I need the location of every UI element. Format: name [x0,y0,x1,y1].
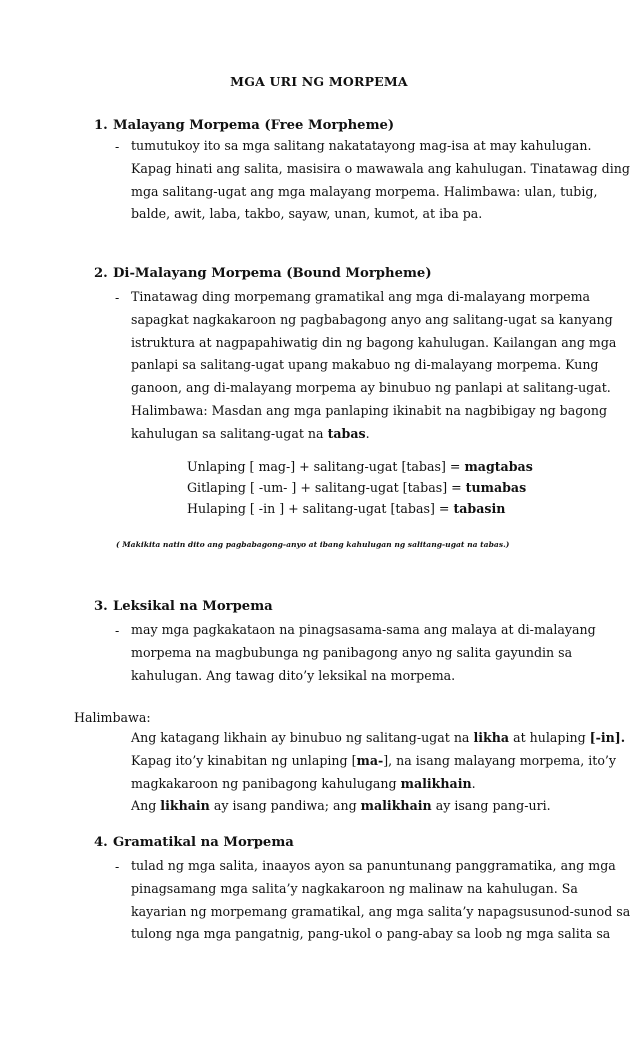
bold-term: [-in]. [589,730,626,745]
section-3-paragraph [131,619,596,687]
paragraph-line: Halimbawa: Masdan ang mga panlaping ikinabit na nagbibigay ng bagong [131,402,608,418]
section-1-title: Malayang Morpema (Free Morpheme) [113,118,395,133]
paragraph-line: panlapi sa salitang-ugat upang makabuo ng di-malayang morpema. Kung [131,357,599,373]
section-1-heading [94,118,394,133]
section-2-heading [94,266,432,281]
section-1-number: 1. [94,118,108,133]
bold-term: magtabas [464,459,533,474]
section-2-number: 2. [94,266,108,281]
paragraph-line: istruktura at nagpapahiwatig din ng bagong kahulugan. Kailangan ang mga [131,334,617,350]
bold-term: likhain [160,798,210,814]
bold-term: likha [473,730,510,745]
halimbawa-label: Halimbawa: [74,710,151,725]
paragraph-line: Kapag hinati ang salita, masisira o mawawala ang kahulugan. Tinatawag ding [131,160,630,176]
paragraph-line: ganoon, ang di-malayang morpema ay binubuo ng panlapi at salitang-ugat. [131,380,611,396]
paragraph-line: tumutukoy ito sa mga salitang nakatatayong mag-isa at may kahulugan. [131,138,592,153]
section-3-dash: - [115,623,120,638]
example-line: Hulaping [ -in ] + salitang-ugat [tabas] = tabasin [187,501,506,516]
section-3-number: 3. [94,599,108,614]
paragraph-line: Tinatawag ding morpemang gramatikal ang mga di-malayang morpema [131,289,591,304]
example-text-line: Ang likhain ay isang pandiwa; ang malikhain ay isang pang-uri. [131,798,551,814]
example-line: Gitlaping [ -um- ] + salitang-ugat [tabas] = tumabas [187,480,527,495]
section-4-paragraph [131,855,631,946]
paragraph-line: pinagsamang mga salita’y nagkakaroon ng malinaw na kahulugan. Sa [131,880,578,896]
section-2-note: ( Makikita natin dito ang pagbabagong-anyo at ibang kahulugan ng salitang-ugat na tabas.) [116,540,510,549]
bold-term: ma- [356,752,384,768]
bold-term: malikhain [360,798,432,814]
paragraph-line: kahulugan sa salitang-ugat na tabas. [131,425,370,441]
bold-term: tabas [327,425,366,441]
paragraph-line: balde, awit, laba, takbo, sayaw, unan, kumot, at iba pa. [131,206,483,222]
section-2-dash: - [115,290,120,305]
paragraph-line: may mga pagkakataon na pinagsasama-sama ang malaya at di-malayang [131,622,596,637]
example-text-line: Kapag ito’y kinabitan ng unlaping [ma-], na isang malayang morpema, ito’y [131,752,617,768]
paragraph-line: sapagkat nagkakaroon ng pagbabagong anyo ang salitang-ugat sa kanyang [131,311,613,327]
page-title: MGA URI NG MORPEMA [230,74,408,89]
section-4-heading [94,835,294,850]
bold-term: tabasin [453,501,506,516]
section-4-title: Gramatikal na Morpema [113,835,294,850]
paragraph-line: tulong nga mga pangatnig, pang-ukol o pang-abay sa loob ng mga salita sa [131,926,611,942]
section-1-dash: - [115,139,120,154]
paragraph-line: tulad ng mga salita, inaayos ayon sa panuntunang panggramatika, ang mga [131,858,616,873]
section-4-dash: - [115,859,120,874]
paragraph-line: kahulugan. Ang tawag dito’y leksikal na morpema. [131,667,456,683]
bold-term: tumabas [465,480,527,495]
section-1-paragraph [131,135,630,226]
section-2-paragraph [131,286,617,446]
example-line: Unlaping [ mag-] + salitang-ugat [tabas] = magtabas [187,459,533,474]
section-3-heading [94,599,273,614]
example-text-line: magkakaroon ng panibagong kahulugang malikhain. [131,775,476,791]
section-3-title: Leksikal na Morpema [113,599,273,614]
paragraph-line: morpema na magbubunga ng panibagong anyo ng salita gayundin sa [131,644,573,660]
section-2-title: Di-Malayang Morpema (Bound Morpheme) [113,266,432,281]
paragraph-line: mga salitang-ugat ang mga malayang morpema. Halimbawa: ulan, tubig, [131,183,598,199]
section-3-example-paragraph [131,727,626,818]
example-text-line: Ang katagang likhain ay binubuo ng salitang-ugat na likha at hulaping [-in]. [131,730,626,745]
paragraph-line: kayarian ng morpemang gramatikal, ang mga salita’y napagsusunod-sunod sa [131,903,631,919]
section-4-number: 4. [94,835,108,850]
bold-term: malikhain [400,775,472,791]
